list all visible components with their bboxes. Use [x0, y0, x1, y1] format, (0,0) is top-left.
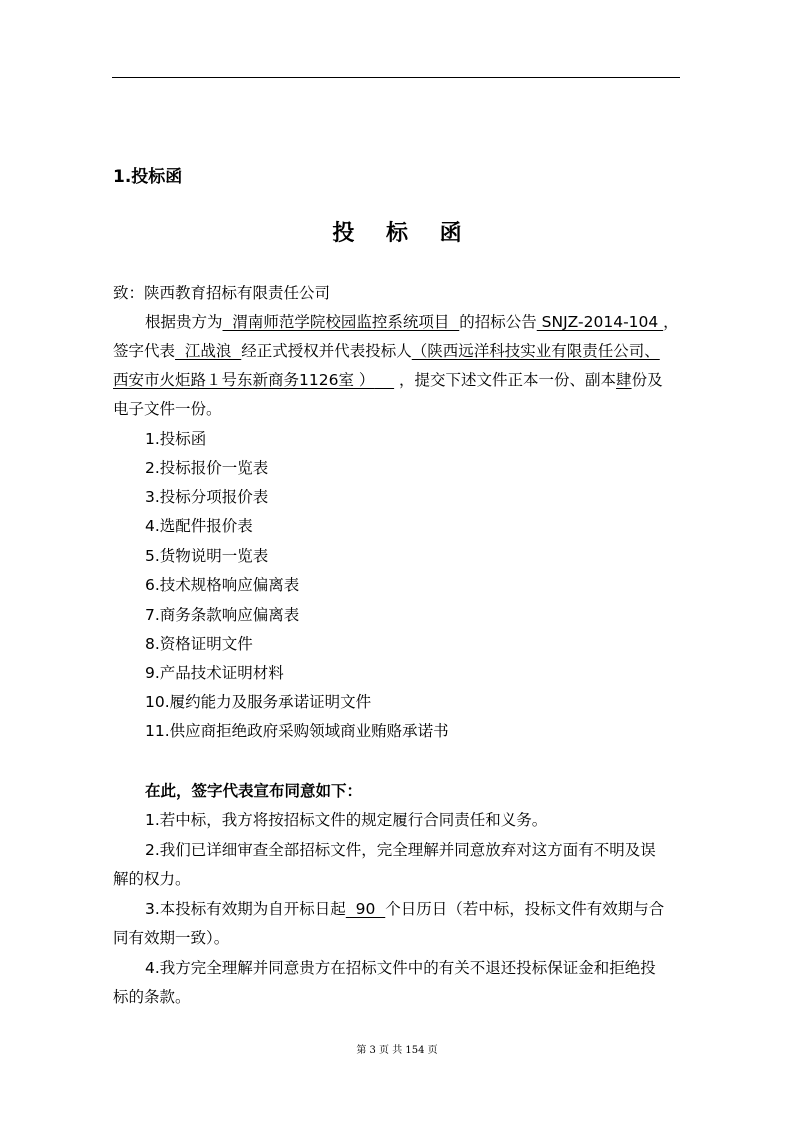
intro-line-3	[113, 366, 663, 395]
intro-line-2	[113, 337, 660, 366]
header-rule	[112, 77, 680, 78]
declaration-item: 2.我们已详细审查全部招标文件，完全理解并同意放弃对这方面有不明及误	[145, 841, 656, 859]
document-item: 8.资格证明文件	[145, 635, 253, 653]
signer-name: 江战浪	[175, 342, 242, 360]
document-title: 投 标 函	[332, 221, 474, 246]
declaration-heading: 在此，签字代表宣布同意如下：	[145, 782, 363, 800]
declaration-item	[145, 895, 664, 924]
declaration-item-cont: 解的权力。	[113, 870, 191, 888]
document-item: 10.履约能力及服务承诺证明文件	[145, 693, 372, 711]
declaration-text: 个日历日（若中标，投标文件有效期与合	[385, 900, 665, 918]
declaration-text: 3.本投标有效期为自开标日起	[145, 900, 346, 918]
intro-text: 经正式授权并代表投标人	[241, 342, 412, 360]
document-item: 1.投标函	[145, 430, 207, 448]
bidder-info: （陕西远洋科技实业有限责任公司、	[411, 342, 660, 360]
document-item: 2.投标报价一览表	[145, 459, 269, 477]
document-item: 4.选配件报价表	[145, 517, 253, 535]
document-item: 9.产品技术证明材料	[145, 664, 284, 682]
document-item: 6.技术规格响应偏离表	[145, 576, 300, 594]
document-item: 5.货物说明一览表	[145, 547, 269, 565]
copy-count: 肆	[616, 371, 632, 389]
intro-line-4: 电子文件一份。	[113, 400, 222, 418]
intro-text: 签字代表	[113, 342, 176, 360]
bid-number: SNJZ-2014-104	[536, 313, 664, 331]
intro-line-1	[145, 308, 679, 337]
declaration-item-cont: 同有效期一致）。	[113, 929, 230, 947]
intro-text: 的招标公告	[459, 313, 537, 331]
section-heading: 1.投标函	[113, 167, 183, 187]
validity-days: 90	[345, 900, 386, 918]
project-name: 渭南师范学院校园监控系统项目	[222, 313, 460, 331]
intro-text: 根据贵方为	[145, 313, 223, 331]
declaration-item: 1.若中标，我方将按招标文件的规定履行合同责任和义务。	[145, 811, 548, 829]
declaration-item-cont: 标的条款。	[113, 988, 191, 1006]
intro-text: ，提交下述文件正本一份、副本	[399, 371, 617, 389]
document-item: 7.商务条款响应偏离表	[145, 606, 300, 624]
addressee: 致：陕西教育招标有限责任公司	[113, 284, 331, 302]
bidder-address: 西安市火炬路１号东新商务1126室 ）	[113, 371, 375, 389]
page-footer: 第 3 页 共 154 页	[356, 1045, 438, 1056]
intro-text: ，	[663, 313, 679, 331]
document-item: 11.供应商拒绝政府采购领域商业贿赂承诺书	[145, 722, 449, 740]
document-item: 3.投标分项报价表	[145, 488, 269, 506]
declaration-item: 4.我方完全理解并同意贵方在招标文件中的有关不退还投标保证金和拒绝投	[145, 959, 656, 977]
intro-text: 份及	[631, 371, 663, 389]
